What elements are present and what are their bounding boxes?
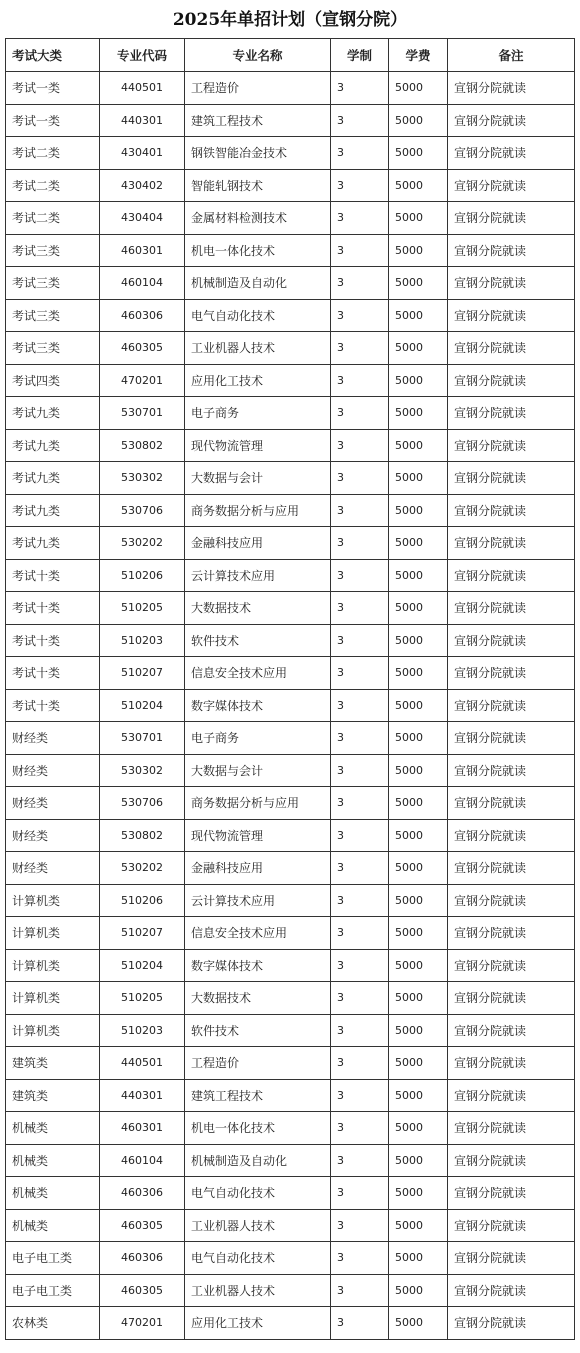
cell-tuition: 5000 (389, 494, 448, 527)
cell-major-name: 应用化工技术 (185, 364, 331, 397)
cell-duration: 3 (331, 949, 389, 982)
cell-exam-category: 考试十类 (6, 657, 100, 690)
cell-duration: 3 (331, 722, 389, 755)
cell-major-code: 460306 (100, 299, 185, 332)
cell-major-name: 机械制造及自动化 (185, 267, 331, 300)
table-row (6, 234, 575, 267)
cell-remarks: 宣钢分院就读 (448, 364, 575, 397)
cell-duration: 3 (331, 299, 389, 332)
cell-exam-category: 考试十类 (6, 592, 100, 625)
cell-major-name: 金融科技应用 (185, 852, 331, 885)
cell-major-code: 460305 (100, 1274, 185, 1307)
table-row (6, 299, 575, 332)
cell-duration: 3 (331, 559, 389, 592)
table-row (6, 754, 575, 787)
cell-tuition: 5000 (389, 72, 448, 105)
cell-tuition: 5000 (389, 917, 448, 950)
page-title: 2025年单招计划（宣钢分院） (172, 9, 408, 30)
cell-remarks: 宣钢分院就读 (448, 429, 575, 462)
cell-remarks: 宣钢分院就读 (448, 137, 575, 170)
cell-tuition: 5000 (389, 1112, 448, 1145)
table-row (6, 332, 575, 365)
cell-exam-category: 考试四类 (6, 364, 100, 397)
cell-tuition: 5000 (389, 137, 448, 170)
cell-duration: 3 (331, 364, 389, 397)
table-row (6, 169, 575, 202)
cell-exam-category: 考试二类 (6, 137, 100, 170)
table-row (6, 722, 575, 755)
cell-tuition: 5000 (389, 787, 448, 820)
cell-tuition: 5000 (389, 397, 448, 430)
table-row (6, 917, 575, 950)
cell-major-name: 云计算技术应用 (185, 884, 331, 917)
table-row (6, 559, 575, 592)
table-row (6, 884, 575, 917)
cell-remarks: 宣钢分院就读 (448, 527, 575, 560)
table-row (6, 527, 575, 560)
cell-major-name: 机电一体化技术 (185, 1112, 331, 1145)
header-exam-category: 考试大类 (6, 39, 100, 72)
cell-exam-category: 建筑类 (6, 1047, 100, 1080)
cell-exam-category: 考试二类 (6, 202, 100, 235)
cell-tuition: 5000 (389, 722, 448, 755)
cell-tuition: 5000 (389, 624, 448, 657)
header-major-name: 专业名称 (185, 39, 331, 72)
cell-major-name: 大数据技术 (185, 982, 331, 1015)
cell-duration: 3 (331, 397, 389, 430)
cell-tuition: 5000 (389, 1014, 448, 1047)
cell-major-code: 510204 (100, 689, 185, 722)
cell-major-name: 现代物流管理 (185, 429, 331, 462)
cell-major-code: 510207 (100, 657, 185, 690)
cell-tuition: 5000 (389, 364, 448, 397)
cell-duration: 3 (331, 1209, 389, 1242)
table-row (6, 429, 575, 462)
cell-major-name: 商务数据分析与应用 (185, 787, 331, 820)
cell-exam-category: 考试九类 (6, 397, 100, 430)
cell-remarks: 宣钢分院就读 (448, 462, 575, 495)
cell-major-code: 460301 (100, 234, 185, 267)
cell-remarks: 宣钢分院就读 (448, 1047, 575, 1080)
cell-major-code: 460306 (100, 1242, 185, 1275)
cell-remarks: 宣钢分院就读 (448, 819, 575, 852)
table-row (6, 1307, 575, 1340)
cell-major-code: 530706 (100, 494, 185, 527)
cell-duration: 3 (331, 1242, 389, 1275)
cell-tuition: 5000 (389, 559, 448, 592)
cell-exam-category: 考试九类 (6, 429, 100, 462)
cell-exam-category: 考试三类 (6, 332, 100, 365)
cell-duration: 3 (331, 1144, 389, 1177)
cell-major-name: 大数据与会计 (185, 754, 331, 787)
cell-remarks: 宣钢分院就读 (448, 1177, 575, 1210)
cell-major-name: 工业机器人技术 (185, 1209, 331, 1242)
cell-major-code: 440301 (100, 104, 185, 137)
cell-major-name: 电子商务 (185, 397, 331, 430)
cell-duration: 3 (331, 1079, 389, 1112)
cell-major-code: 460104 (100, 1144, 185, 1177)
cell-duration: 3 (331, 494, 389, 527)
cell-remarks: 宣钢分院就读 (448, 299, 575, 332)
cell-exam-category: 考试九类 (6, 527, 100, 560)
cell-major-name: 电气自动化技术 (185, 1242, 331, 1275)
table-row (6, 1242, 575, 1275)
cell-tuition: 5000 (389, 1242, 448, 1275)
cell-major-code: 510206 (100, 884, 185, 917)
cell-duration: 3 (331, 169, 389, 202)
table-row (6, 657, 575, 690)
cell-remarks: 宣钢分院就读 (448, 917, 575, 950)
cell-exam-category: 考试三类 (6, 299, 100, 332)
table-row (6, 72, 575, 105)
cell-major-name: 金属材料检测技术 (185, 202, 331, 235)
cell-duration: 3 (331, 689, 389, 722)
cell-tuition: 5000 (389, 267, 448, 300)
cell-remarks: 宣钢分院就读 (448, 657, 575, 690)
cell-duration: 3 (331, 267, 389, 300)
cell-tuition: 5000 (389, 1144, 448, 1177)
cell-tuition: 5000 (389, 657, 448, 690)
cell-duration: 3 (331, 1047, 389, 1080)
cell-duration: 3 (331, 137, 389, 170)
cell-exam-category: 财经类 (6, 722, 100, 755)
cell-duration: 3 (331, 884, 389, 917)
cell-remarks: 宣钢分院就读 (448, 689, 575, 722)
cell-major-name: 金融科技应用 (185, 527, 331, 560)
cell-duration: 3 (331, 332, 389, 365)
cell-remarks: 宣钢分院就读 (448, 754, 575, 787)
cell-major-code: 530802 (100, 819, 185, 852)
cell-duration: 3 (331, 819, 389, 852)
cell-major-code: 530202 (100, 852, 185, 885)
cell-tuition: 5000 (389, 429, 448, 462)
table-row (6, 787, 575, 820)
cell-duration: 3 (331, 72, 389, 105)
table-row (6, 819, 575, 852)
cell-tuition: 5000 (389, 949, 448, 982)
cell-remarks: 宣钢分院就读 (448, 202, 575, 235)
cell-remarks: 宣钢分院就读 (448, 1112, 575, 1145)
cell-major-code: 460305 (100, 1209, 185, 1242)
cell-tuition: 5000 (389, 1307, 448, 1340)
cell-tuition: 5000 (389, 689, 448, 722)
cell-exam-category: 农林类 (6, 1307, 100, 1340)
table-row (6, 852, 575, 885)
cell-exam-category: 机械类 (6, 1209, 100, 1242)
enrollment-plan-table (5, 38, 575, 1340)
cell-exam-category: 考试一类 (6, 104, 100, 137)
cell-major-name: 商务数据分析与应用 (185, 494, 331, 527)
table-row (6, 104, 575, 137)
table-row (6, 364, 575, 397)
cell-major-code: 510207 (100, 917, 185, 950)
table-header-row (6, 39, 575, 72)
cell-exam-category: 计算机类 (6, 884, 100, 917)
cell-major-code: 460301 (100, 1112, 185, 1145)
cell-exam-category: 计算机类 (6, 917, 100, 950)
cell-major-name: 智能轧钢技术 (185, 169, 331, 202)
cell-remarks: 宣钢分院就读 (448, 1274, 575, 1307)
cell-exam-category: 考试三类 (6, 267, 100, 300)
cell-duration: 3 (331, 1112, 389, 1145)
cell-major-code: 510203 (100, 1014, 185, 1047)
cell-tuition: 5000 (389, 852, 448, 885)
cell-major-name: 数字媒体技术 (185, 689, 331, 722)
header-tuition: 学费 (389, 39, 448, 72)
cell-major-name: 建筑工程技术 (185, 104, 331, 137)
cell-major-name: 机械制造及自动化 (185, 1144, 331, 1177)
cell-remarks: 宣钢分院就读 (448, 1144, 575, 1177)
cell-major-name: 电气自动化技术 (185, 299, 331, 332)
cell-tuition: 5000 (389, 1079, 448, 1112)
table-row (6, 592, 575, 625)
cell-tuition: 5000 (389, 1274, 448, 1307)
cell-remarks: 宣钢分院就读 (448, 494, 575, 527)
cell-duration: 3 (331, 1274, 389, 1307)
cell-remarks: 宣钢分院就读 (448, 267, 575, 300)
table-row (6, 462, 575, 495)
cell-duration: 3 (331, 234, 389, 267)
table-row (6, 494, 575, 527)
cell-major-name: 软件技术 (185, 1014, 331, 1047)
cell-major-code: 460305 (100, 332, 185, 365)
table-row (6, 1274, 575, 1307)
cell-major-code: 440501 (100, 1047, 185, 1080)
cell-remarks: 宣钢分院就读 (448, 787, 575, 820)
cell-exam-category: 考试九类 (6, 494, 100, 527)
cell-tuition: 5000 (389, 819, 448, 852)
cell-exam-category: 电子电工类 (6, 1274, 100, 1307)
cell-tuition: 5000 (389, 332, 448, 365)
cell-tuition: 5000 (389, 527, 448, 560)
cell-major-code: 510203 (100, 624, 185, 657)
cell-exam-category: 考试十类 (6, 559, 100, 592)
cell-remarks: 宣钢分院就读 (448, 949, 575, 982)
cell-remarks: 宣钢分院就读 (448, 884, 575, 917)
cell-major-name: 建筑工程技术 (185, 1079, 331, 1112)
table-row (6, 689, 575, 722)
cell-remarks: 宣钢分院就读 (448, 559, 575, 592)
cell-remarks: 宣钢分院就读 (448, 104, 575, 137)
header-major-code: 专业代码 (100, 39, 185, 72)
cell-major-code: 530701 (100, 722, 185, 755)
cell-duration: 3 (331, 787, 389, 820)
cell-tuition: 5000 (389, 234, 448, 267)
cell-remarks: 宣钢分院就读 (448, 332, 575, 365)
cell-major-name: 现代物流管理 (185, 819, 331, 852)
cell-major-code: 440501 (100, 72, 185, 105)
cell-major-code: 510206 (100, 559, 185, 592)
cell-exam-category: 财经类 (6, 852, 100, 885)
cell-remarks: 宣钢分院就读 (448, 1307, 575, 1340)
cell-major-code: 440301 (100, 1079, 185, 1112)
cell-remarks: 宣钢分院就读 (448, 982, 575, 1015)
cell-remarks: 宣钢分院就读 (448, 592, 575, 625)
cell-remarks: 宣钢分院就读 (448, 72, 575, 105)
cell-remarks: 宣钢分院就读 (448, 852, 575, 885)
cell-remarks: 宣钢分院就读 (448, 722, 575, 755)
cell-major-code: 530701 (100, 397, 185, 430)
cell-duration: 3 (331, 202, 389, 235)
cell-duration: 3 (331, 462, 389, 495)
table-row (6, 949, 575, 982)
cell-exam-category: 建筑类 (6, 1079, 100, 1112)
cell-duration: 3 (331, 104, 389, 137)
table-row (6, 202, 575, 235)
cell-exam-category: 财经类 (6, 787, 100, 820)
cell-exam-category: 机械类 (6, 1112, 100, 1145)
cell-tuition: 5000 (389, 202, 448, 235)
cell-major-name: 信息安全技术应用 (185, 657, 331, 690)
cell-duration: 3 (331, 592, 389, 625)
cell-exam-category: 计算机类 (6, 949, 100, 982)
cell-major-code: 530302 (100, 462, 185, 495)
cell-duration: 3 (331, 1177, 389, 1210)
cell-major-name: 软件技术 (185, 624, 331, 657)
cell-remarks: 宣钢分院就读 (448, 234, 575, 267)
table-body (6, 72, 575, 1340)
cell-remarks: 宣钢分院就读 (448, 1079, 575, 1112)
cell-exam-category: 电子电工类 (6, 1242, 100, 1275)
table-row (6, 397, 575, 430)
cell-major-name: 信息安全技术应用 (185, 917, 331, 950)
table-row (6, 1209, 575, 1242)
cell-major-code: 470201 (100, 364, 185, 397)
cell-tuition: 5000 (389, 754, 448, 787)
cell-tuition: 5000 (389, 104, 448, 137)
cell-exam-category: 考试三类 (6, 234, 100, 267)
cell-major-name: 工程造价 (185, 1047, 331, 1080)
table-row (6, 624, 575, 657)
table-row (6, 1079, 575, 1112)
cell-major-name: 云计算技术应用 (185, 559, 331, 592)
cell-tuition: 5000 (389, 1209, 448, 1242)
cell-major-code: 510204 (100, 949, 185, 982)
cell-exam-category: 财经类 (6, 819, 100, 852)
cell-duration: 3 (331, 624, 389, 657)
table-row (6, 267, 575, 300)
cell-major-code: 460306 (100, 1177, 185, 1210)
table-row (6, 1177, 575, 1210)
cell-duration: 3 (331, 527, 389, 560)
cell-major-name: 钢铁智能冶金技术 (185, 137, 331, 170)
cell-major-code: 530706 (100, 787, 185, 820)
cell-major-code: 430402 (100, 169, 185, 202)
cell-exam-category: 考试一类 (6, 72, 100, 105)
cell-remarks: 宣钢分院就读 (448, 1209, 575, 1242)
table-row (6, 982, 575, 1015)
cell-major-name: 工业机器人技术 (185, 332, 331, 365)
cell-major-name: 工程造价 (185, 72, 331, 105)
cell-remarks: 宣钢分院就读 (448, 1242, 575, 1275)
cell-tuition: 5000 (389, 1047, 448, 1080)
cell-duration: 3 (331, 852, 389, 885)
cell-remarks: 宣钢分院就读 (448, 169, 575, 202)
cell-exam-category: 计算机类 (6, 1014, 100, 1047)
cell-major-name: 大数据与会计 (185, 462, 331, 495)
cell-major-code: 530202 (100, 527, 185, 560)
cell-exam-category: 计算机类 (6, 982, 100, 1015)
cell-remarks: 宣钢分院就读 (448, 624, 575, 657)
cell-major-code: 530802 (100, 429, 185, 462)
cell-major-code: 470201 (100, 1307, 185, 1340)
cell-remarks: 宣钢分院就读 (448, 1014, 575, 1047)
cell-major-name: 数字媒体技术 (185, 949, 331, 982)
cell-major-name: 机电一体化技术 (185, 234, 331, 267)
cell-major-name: 应用化工技术 (185, 1307, 331, 1340)
cell-tuition: 5000 (389, 1177, 448, 1210)
cell-major-code: 460104 (100, 267, 185, 300)
cell-tuition: 5000 (389, 884, 448, 917)
cell-duration: 3 (331, 982, 389, 1015)
cell-tuition: 5000 (389, 982, 448, 1015)
cell-major-name: 电气自动化技术 (185, 1177, 331, 1210)
cell-duration: 3 (331, 754, 389, 787)
header-remarks: 备注 (448, 39, 575, 72)
table-row (6, 1047, 575, 1080)
cell-duration: 3 (331, 1307, 389, 1340)
cell-major-name: 电子商务 (185, 722, 331, 755)
cell-exam-category: 财经类 (6, 754, 100, 787)
cell-major-name: 工业机器人技术 (185, 1274, 331, 1307)
cell-major-code: 510205 (100, 982, 185, 1015)
cell-exam-category: 机械类 (6, 1177, 100, 1210)
table-row (6, 1014, 575, 1047)
cell-duration: 3 (331, 917, 389, 950)
header-duration: 学制 (331, 39, 389, 72)
cell-major-name: 大数据技术 (185, 592, 331, 625)
cell-duration: 3 (331, 429, 389, 462)
cell-exam-category: 考试十类 (6, 689, 100, 722)
cell-major-code: 530302 (100, 754, 185, 787)
cell-duration: 3 (331, 1014, 389, 1047)
cell-major-code: 430401 (100, 137, 185, 170)
cell-major-code: 510205 (100, 592, 185, 625)
cell-exam-category: 机械类 (6, 1144, 100, 1177)
cell-exam-category: 考试十类 (6, 624, 100, 657)
cell-tuition: 5000 (389, 299, 448, 332)
cell-exam-category: 考试九类 (6, 462, 100, 495)
cell-tuition: 5000 (389, 592, 448, 625)
cell-major-code: 430404 (100, 202, 185, 235)
table-row (6, 137, 575, 170)
table-row (6, 1112, 575, 1145)
cell-duration: 3 (331, 657, 389, 690)
cell-tuition: 5000 (389, 462, 448, 495)
cell-tuition: 5000 (389, 169, 448, 202)
cell-remarks: 宣钢分院就读 (448, 397, 575, 430)
table-row (6, 1144, 575, 1177)
cell-exam-category: 考试二类 (6, 169, 100, 202)
